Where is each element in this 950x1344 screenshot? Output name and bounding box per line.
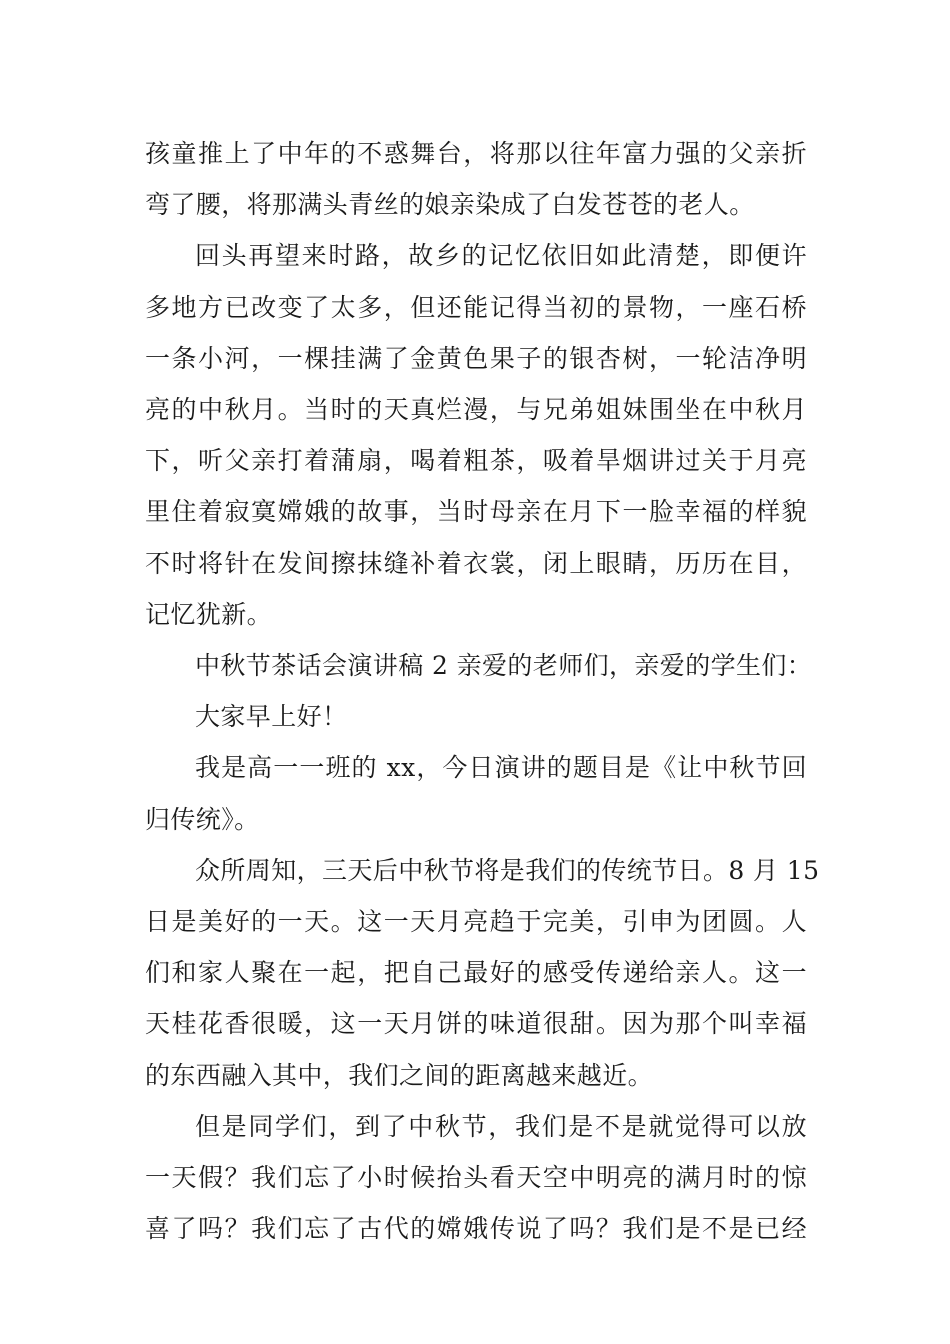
text-line: 归传统》。 — [145, 804, 260, 834]
text-line: 日是美好的一天。这一天月亮趋于完美，引申为团圆。人 — [145, 907, 807, 937]
text-line: 一条小河，一棵挂满了金黄色果子的银杏树，一轮洁净明 — [145, 343, 807, 373]
text-line: 下，听父亲打着蒲扇，喝着粗茶，吸着旱烟讲过关于月亮 — [145, 446, 807, 476]
text-line: 中秋节茶话会演讲稿 2 亲爱的老师们，亲爱的学生们： — [195, 651, 813, 681]
paragraph-questions — [145, 1101, 807, 1255]
text-line: 一天假？我们忘了小时候抬头看天空中明亮的满月时的惊 — [145, 1163, 807, 1193]
document-body — [145, 128, 820, 1254]
text-line: 不时将针在发间擦抹缝补着衣裳，闭上眼睛，历历在目， — [145, 548, 807, 578]
text-line: 我是高一一班的 xx，今日演讲的题目是《让中秋节回 — [195, 753, 807, 783]
paragraph-speech-heading — [145, 640, 813, 691]
text-line: 的东西融入其中，我们之间的距离越来越近。 — [145, 1060, 654, 1090]
text-line: 多地方已改变了太多，但还能记得当初的景物，一座石桥 — [145, 292, 807, 322]
text-line: 里住着寂寞嫦娥的故事，当时母亲在月下一脸幸福的样貌 — [145, 497, 807, 527]
paragraph-festival-meaning — [145, 845, 820, 1101]
text-line: 亮的中秋月。当时的天真烂漫，与兄弟姐妹围坐在中秋月 — [145, 395, 807, 425]
text-line: 回头再望来时路，故乡的记忆依旧如此清楚，即便许 — [195, 241, 807, 271]
text-line: 天桂花香很暖，这一天月饼的味道很甜。因为那个叫幸福 — [145, 1009, 807, 1039]
paragraph-self-introduction — [145, 742, 807, 844]
text-line: 但是同学们，到了中秋节，我们是不是就觉得可以放 — [195, 1111, 807, 1141]
text-line: 记忆犹新。 — [145, 599, 273, 629]
paragraph-greeting — [145, 691, 807, 742]
text-line: 众所周知，三天后中秋节将是我们的传统节日。8 月 15 — [195, 855, 820, 885]
text-line: 喜了吗？我们忘了古代的嫦娥传说了吗？我们是不是已经 — [145, 1214, 807, 1244]
paragraph-continuation — [145, 128, 807, 230]
text-line: 们和家人聚在一起，把自己最好的感受传递给亲人。这一 — [145, 958, 807, 988]
paragraph-hometown-memory — [145, 230, 807, 640]
text-line: 大家早上好！ — [195, 702, 348, 732]
text-line: 孩童推上了中年的不惑舞台，将那以往年富力强的父亲折 — [145, 139, 807, 168]
text-line: 弯了腰，将那满头青丝的娘亲染成了白发苍苍的老人。 — [145, 190, 755, 220]
